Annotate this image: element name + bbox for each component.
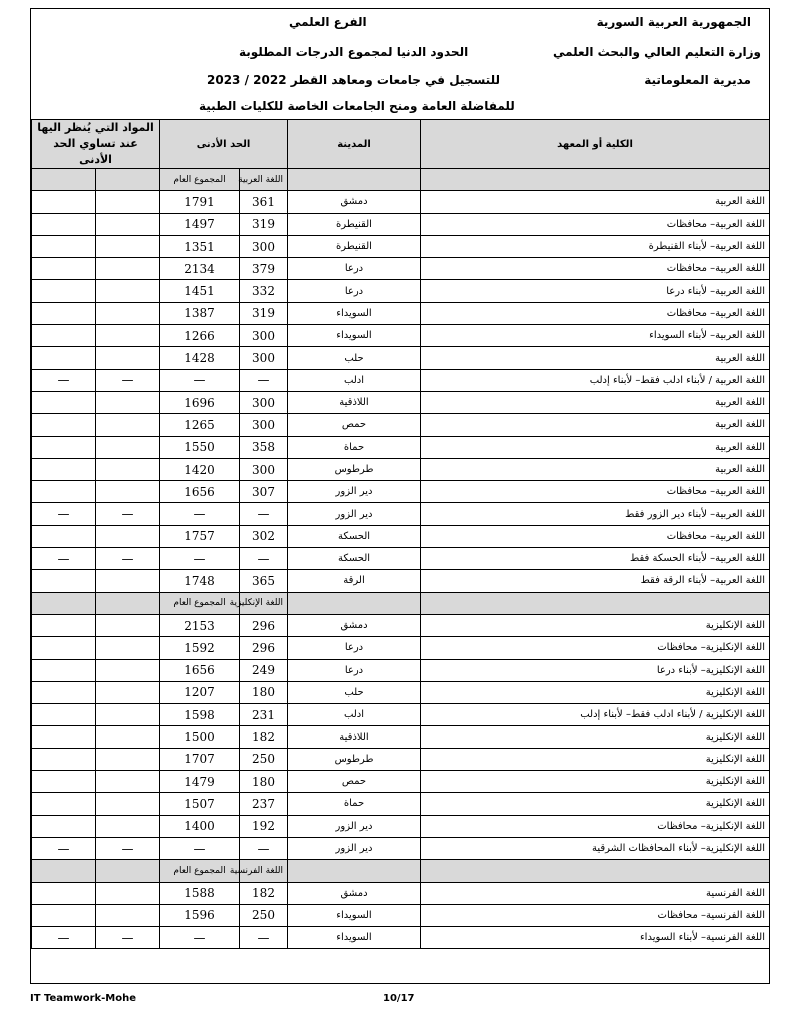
tie-cell-1 <box>96 748 160 770</box>
tie-cell-1 <box>96 302 160 324</box>
total-score-cell: 1497 <box>160 213 240 235</box>
total-score-cell: 1598 <box>160 704 240 726</box>
min-score-cell: 192 <box>240 815 288 837</box>
tie-cell-1 <box>96 704 160 726</box>
tie-cell-2: — <box>32 837 96 859</box>
tie-cell-2 <box>32 191 96 213</box>
faculty-cell: اللغة العربية– لأبناء السويداء <box>421 325 770 347</box>
city-cell: دمشق <box>288 614 421 636</box>
section-subheader-row <box>32 592 770 614</box>
header-branch: الفرع العلمي <box>289 15 367 29</box>
min-score-cell: 180 <box>240 771 288 793</box>
tie-cell-2 <box>32 704 96 726</box>
faculty-cell: اللغة العربية– محافظات <box>421 481 770 503</box>
total-label: المجموع العام <box>160 860 240 882</box>
total-score-cell: 1265 <box>160 414 240 436</box>
total-score-cell: 1791 <box>160 191 240 213</box>
total-score-cell: 1428 <box>160 347 240 369</box>
tie-cell-1 <box>96 481 160 503</box>
total-score-cell: 1748 <box>160 570 240 592</box>
col-faculty-header: الكلية أو المعهد <box>421 120 770 169</box>
tie-cell-2 <box>32 436 96 458</box>
city-cell: اللاذقية <box>288 726 421 748</box>
faculty-cell: اللغة العربية– لأبناء القنيطرة <box>421 235 770 257</box>
city-cell: الرقة <box>288 570 421 592</box>
total-score-cell: — <box>160 503 240 525</box>
min-score-cell: 361 <box>240 191 288 213</box>
city-cell: السويداء <box>288 325 421 347</box>
total-score-cell: 1387 <box>160 302 240 324</box>
tie-cell-1 <box>96 280 160 302</box>
tie-cell-1 <box>96 258 160 280</box>
tie-cell-1: — <box>96 503 160 525</box>
header-republic: الجمهورية العربية السورية <box>596 15 751 29</box>
min-score-cell: 319 <box>240 213 288 235</box>
tie-cell-1 <box>96 570 160 592</box>
min-score-cell: 358 <box>240 436 288 458</box>
total-score-cell: 1656 <box>160 659 240 681</box>
faculty-cell: اللغة العربية– محافظات <box>421 258 770 280</box>
total-score-cell: 1266 <box>160 325 240 347</box>
city-cell: الحسكة <box>288 525 421 547</box>
min-score-cell: 307 <box>240 481 288 503</box>
faculty-cell: اللغة الإنكليزية <box>421 793 770 815</box>
subheader-blank <box>288 592 421 614</box>
tie-cell-1: — <box>96 927 160 949</box>
table-row <box>32 614 770 636</box>
min-score-cell: — <box>240 837 288 859</box>
city-cell: السويداء <box>288 927 421 949</box>
faculty-cell: اللغة العربية– محافظات <box>421 302 770 324</box>
table-row <box>32 213 770 235</box>
min-score-cell: 300 <box>240 458 288 480</box>
total-score-cell: 1656 <box>160 481 240 503</box>
table-row <box>32 771 770 793</box>
total-score-cell: 1400 <box>160 815 240 837</box>
tie-cell-2 <box>32 302 96 324</box>
tie-cell-1 <box>96 213 160 235</box>
city-cell: دير الزور <box>288 837 421 859</box>
table-row <box>32 414 770 436</box>
table-row <box>32 748 770 770</box>
total-score-cell: — <box>160 837 240 859</box>
tie-cell-2 <box>32 748 96 770</box>
header-line1: الحدود الدنيا لمجموع الدرجات المطلوبة <box>239 45 469 59</box>
table-row <box>32 570 770 592</box>
city-cell: القنيطرة <box>288 235 421 257</box>
total-score-cell: 1550 <box>160 436 240 458</box>
faculty-cell: اللغة الإنكليزية– محافظات <box>421 815 770 837</box>
subject-label: اللغة العربية <box>240 169 288 191</box>
city-cell: ادلب <box>288 369 421 391</box>
tie-cell-2 <box>32 637 96 659</box>
tie-cell-2: — <box>32 927 96 949</box>
total-score-cell: — <box>160 369 240 391</box>
subheader-blank <box>421 860 770 882</box>
city-cell: درعا <box>288 280 421 302</box>
total-score-cell: 1500 <box>160 726 240 748</box>
total-label: المجموع العام <box>160 169 240 191</box>
col-city-header: المدينة <box>288 120 421 169</box>
tie-cell-2 <box>32 570 96 592</box>
subheader-blank <box>421 592 770 614</box>
tie-cell-2 <box>32 213 96 235</box>
faculty-cell: اللغة الإنكليزية <box>421 726 770 748</box>
total-score-cell: 1351 <box>160 235 240 257</box>
subheader-blank <box>288 860 421 882</box>
city-cell: حماة <box>288 793 421 815</box>
tie-cell-1 <box>96 191 160 213</box>
faculty-cell: اللغة الإنكليزية <box>421 748 770 770</box>
tie-cell-2 <box>32 793 96 815</box>
table-row <box>32 235 770 257</box>
faculty-cell: اللغة العربية– محافظات <box>421 525 770 547</box>
min-score-cell: 302 <box>240 525 288 547</box>
tie-cell-1 <box>96 235 160 257</box>
tie-cell-1 <box>96 614 160 636</box>
subheader-blank <box>288 169 421 191</box>
city-cell: ادلب <box>288 704 421 726</box>
min-score-cell: 250 <box>240 904 288 926</box>
min-score-cell: 300 <box>240 235 288 257</box>
tie-cell-1 <box>96 659 160 681</box>
tie-cell-1 <box>96 882 160 904</box>
table-row <box>32 280 770 302</box>
min-score-cell: 300 <box>240 414 288 436</box>
tie-cell-2 <box>32 614 96 636</box>
total-label: المجموع العام <box>160 592 240 614</box>
tie-cell-1 <box>96 726 160 748</box>
faculty-cell: اللغة الفرنسية– لأبناء السويداء <box>421 927 770 949</box>
min-score-cell: 379 <box>240 258 288 280</box>
city-cell: الحسكة <box>288 548 421 570</box>
table-row <box>32 391 770 413</box>
tie-cell-1 <box>96 325 160 347</box>
total-score-cell: 1207 <box>160 681 240 703</box>
min-score-cell: 296 <box>240 614 288 636</box>
tie-cell-2 <box>32 659 96 681</box>
tie-cell-2 <box>32 280 96 302</box>
table-row <box>32 347 770 369</box>
faculty-cell: اللغة العربية <box>421 347 770 369</box>
subheader-blank <box>96 592 160 614</box>
subheader-blank <box>32 169 96 191</box>
table-row <box>32 548 770 570</box>
faculty-cell: اللغة الإنكليزية <box>421 681 770 703</box>
total-score-cell: — <box>160 927 240 949</box>
table-row <box>32 191 770 213</box>
table-row <box>32 503 770 525</box>
faculty-cell: اللغة العربية <box>421 391 770 413</box>
min-score-cell: 182 <box>240 726 288 748</box>
table-row <box>32 837 770 859</box>
city-cell: القنيطرة <box>288 213 421 235</box>
table-row <box>32 481 770 503</box>
min-score-cell: — <box>240 927 288 949</box>
tie-cell-2: — <box>32 548 96 570</box>
min-score-cell: 182 <box>240 882 288 904</box>
table-row <box>32 369 770 391</box>
min-score-cell: — <box>240 548 288 570</box>
table-row <box>32 659 770 681</box>
table-row <box>32 882 770 904</box>
city-cell: السويداء <box>288 302 421 324</box>
tie-cell-1 <box>96 391 160 413</box>
tie-cell-1 <box>96 815 160 837</box>
table-row <box>32 525 770 547</box>
total-score-cell: 1451 <box>160 280 240 302</box>
min-score-cell: 249 <box>240 659 288 681</box>
total-score-cell: 2153 <box>160 614 240 636</box>
min-score-cell: 250 <box>240 748 288 770</box>
faculty-cell: اللغة العربية <box>421 436 770 458</box>
tie-cell-2 <box>32 347 96 369</box>
min-score-cell: 365 <box>240 570 288 592</box>
subheader-blank <box>96 169 160 191</box>
faculty-cell: اللغة الإنكليزية <box>421 771 770 793</box>
tie-cell-2: — <box>32 503 96 525</box>
tie-cell-2 <box>32 726 96 748</box>
total-score-cell: 1757 <box>160 525 240 547</box>
table-row <box>32 325 770 347</box>
tie-cell-1 <box>96 458 160 480</box>
table-row <box>32 815 770 837</box>
tie-cell-2 <box>32 904 96 926</box>
tie-cell-1 <box>96 771 160 793</box>
min-score-cell: 319 <box>240 302 288 324</box>
min-score-cell: 180 <box>240 681 288 703</box>
faculty-cell: اللغة العربية <box>421 414 770 436</box>
total-score-cell: 1696 <box>160 391 240 413</box>
total-score-cell: 1592 <box>160 637 240 659</box>
tie-cell-2 <box>32 391 96 413</box>
faculty-cell: اللغة الإنكليزية– لأبناء المحافظات الشرقية <box>421 837 770 859</box>
tie-cell-1 <box>96 681 160 703</box>
footer-page-number: 10/17 <box>383 993 415 1004</box>
city-cell: درعا <box>288 258 421 280</box>
city-cell: دير الزور <box>288 481 421 503</box>
tie-cell-2 <box>32 681 96 703</box>
subheader-blank <box>32 592 96 614</box>
city-cell: اللاذقية <box>288 391 421 413</box>
city-cell: دير الزور <box>288 503 421 525</box>
faculty-cell: اللغة الفرنسية <box>421 882 770 904</box>
table-row <box>32 726 770 748</box>
section-subheader-row <box>32 169 770 191</box>
faculty-cell: اللغة الإنكليزية– لأبناء درعا <box>421 659 770 681</box>
city-cell: طرطوس <box>288 458 421 480</box>
table-row <box>32 704 770 726</box>
cutoff-table <box>31 119 770 949</box>
tie-cell-1 <box>96 347 160 369</box>
tie-cell-2 <box>32 458 96 480</box>
document-page <box>30 8 770 984</box>
table-row <box>32 927 770 949</box>
total-score-cell: 1420 <box>160 458 240 480</box>
city-cell: دير الزور <box>288 815 421 837</box>
city-cell: دمشق <box>288 191 421 213</box>
subheader-blank <box>32 860 96 882</box>
city-cell: حماة <box>288 436 421 458</box>
tie-cell-2 <box>32 771 96 793</box>
total-score-cell: — <box>160 548 240 570</box>
table-row <box>32 793 770 815</box>
min-score-cell: 237 <box>240 793 288 815</box>
tie-cell-1: — <box>96 548 160 570</box>
min-score-cell: 300 <box>240 391 288 413</box>
tie-cell-2 <box>32 815 96 837</box>
city-cell: حمص <box>288 771 421 793</box>
faculty-cell: اللغة العربية– لأبناء الحسكة فقط <box>421 548 770 570</box>
tie-cell-1: — <box>96 369 160 391</box>
subheader-blank <box>96 860 160 882</box>
tie-cell-1 <box>96 414 160 436</box>
min-score-cell: 231 <box>240 704 288 726</box>
tie-cell-2: — <box>32 369 96 391</box>
table-row <box>32 637 770 659</box>
city-cell: حلب <box>288 347 421 369</box>
total-score-cell: 1588 <box>160 882 240 904</box>
city-cell: طرطوس <box>288 748 421 770</box>
col-tie-header: المواد التي يُنظر اليها عند تساوي الحد الأدنى <box>32 120 160 169</box>
header-line2: للتسجيل في جامعات ومعاهد القطر 2022 / 2023 <box>207 73 500 87</box>
faculty-cell: اللغة العربية / لأبناء ادلب فقط– لأبناء إدلب <box>421 369 770 391</box>
table-row <box>32 258 770 280</box>
table-row <box>32 436 770 458</box>
faculty-cell: اللغة الإنكليزية <box>421 614 770 636</box>
faculty-cell: اللغة العربية– لأبناء درعا <box>421 280 770 302</box>
tie-cell-2 <box>32 235 96 257</box>
city-cell: حمص <box>288 414 421 436</box>
table-header-row <box>32 120 770 169</box>
faculty-cell: اللغة الفرنسية– محافظات <box>421 904 770 926</box>
header-ministry: وزارة التعليم العالي والبحث العلمي <box>552 45 761 59</box>
faculty-cell: اللغة العربية– لأبناء دير الزور فقط <box>421 503 770 525</box>
tie-cell-1 <box>96 637 160 659</box>
tie-cell-1 <box>96 436 160 458</box>
min-score-cell: — <box>240 369 288 391</box>
city-cell: درعا <box>288 637 421 659</box>
min-score-cell: 332 <box>240 280 288 302</box>
col-min-header: الحد الأدنى <box>160 120 288 169</box>
subheader-blank <box>421 169 770 191</box>
city-cell: حلب <box>288 681 421 703</box>
tie-cell-1 <box>96 793 160 815</box>
city-cell: درعا <box>288 659 421 681</box>
tie-cell-2 <box>32 258 96 280</box>
tie-cell-2 <box>32 882 96 904</box>
footer-team: IT Teamwork-Mohe <box>30 993 137 1004</box>
tie-cell-1: — <box>96 837 160 859</box>
min-score-cell: 300 <box>240 347 288 369</box>
faculty-cell: اللغة العربية– لأبناء الرقة فقط <box>421 570 770 592</box>
total-score-cell: 2134 <box>160 258 240 280</box>
tie-cell-2 <box>32 525 96 547</box>
total-score-cell: 1596 <box>160 904 240 926</box>
table-row <box>32 302 770 324</box>
total-score-cell: 1479 <box>160 771 240 793</box>
section-subheader-row <box>32 860 770 882</box>
faculty-cell: اللغة العربية– محافظات <box>421 213 770 235</box>
tie-cell-1 <box>96 525 160 547</box>
faculty-cell: اللغة الإنكليزية / لأبناء ادلب فقط– لأبناء إدلب <box>421 704 770 726</box>
min-score-cell: — <box>240 503 288 525</box>
header-directorate: مديرية المعلوماتية <box>644 73 751 87</box>
min-score-cell: 300 <box>240 325 288 347</box>
min-score-cell: 296 <box>240 637 288 659</box>
tie-cell-2 <box>32 414 96 436</box>
table-row <box>32 904 770 926</box>
tie-cell-2 <box>32 481 96 503</box>
faculty-cell: اللغة الإنكليزية– محافظات <box>421 637 770 659</box>
subject-label: اللغة الفرنسية <box>240 860 288 882</box>
table-row <box>32 681 770 703</box>
header-line3: للمفاضلة العامة ومنح الجامعات الخاصة للكليات الطبية <box>199 99 515 113</box>
tie-cell-1 <box>96 904 160 926</box>
table-row <box>32 458 770 480</box>
city-cell: دمشق <box>288 882 421 904</box>
faculty-cell: اللغة العربية <box>421 458 770 480</box>
total-score-cell: 1707 <box>160 748 240 770</box>
tie-cell-2 <box>32 325 96 347</box>
faculty-cell: اللغة العربية <box>421 191 770 213</box>
subject-label: اللغة الإنكليزية <box>240 592 288 614</box>
city-cell: السويداء <box>288 904 421 926</box>
total-score-cell: 1507 <box>160 793 240 815</box>
